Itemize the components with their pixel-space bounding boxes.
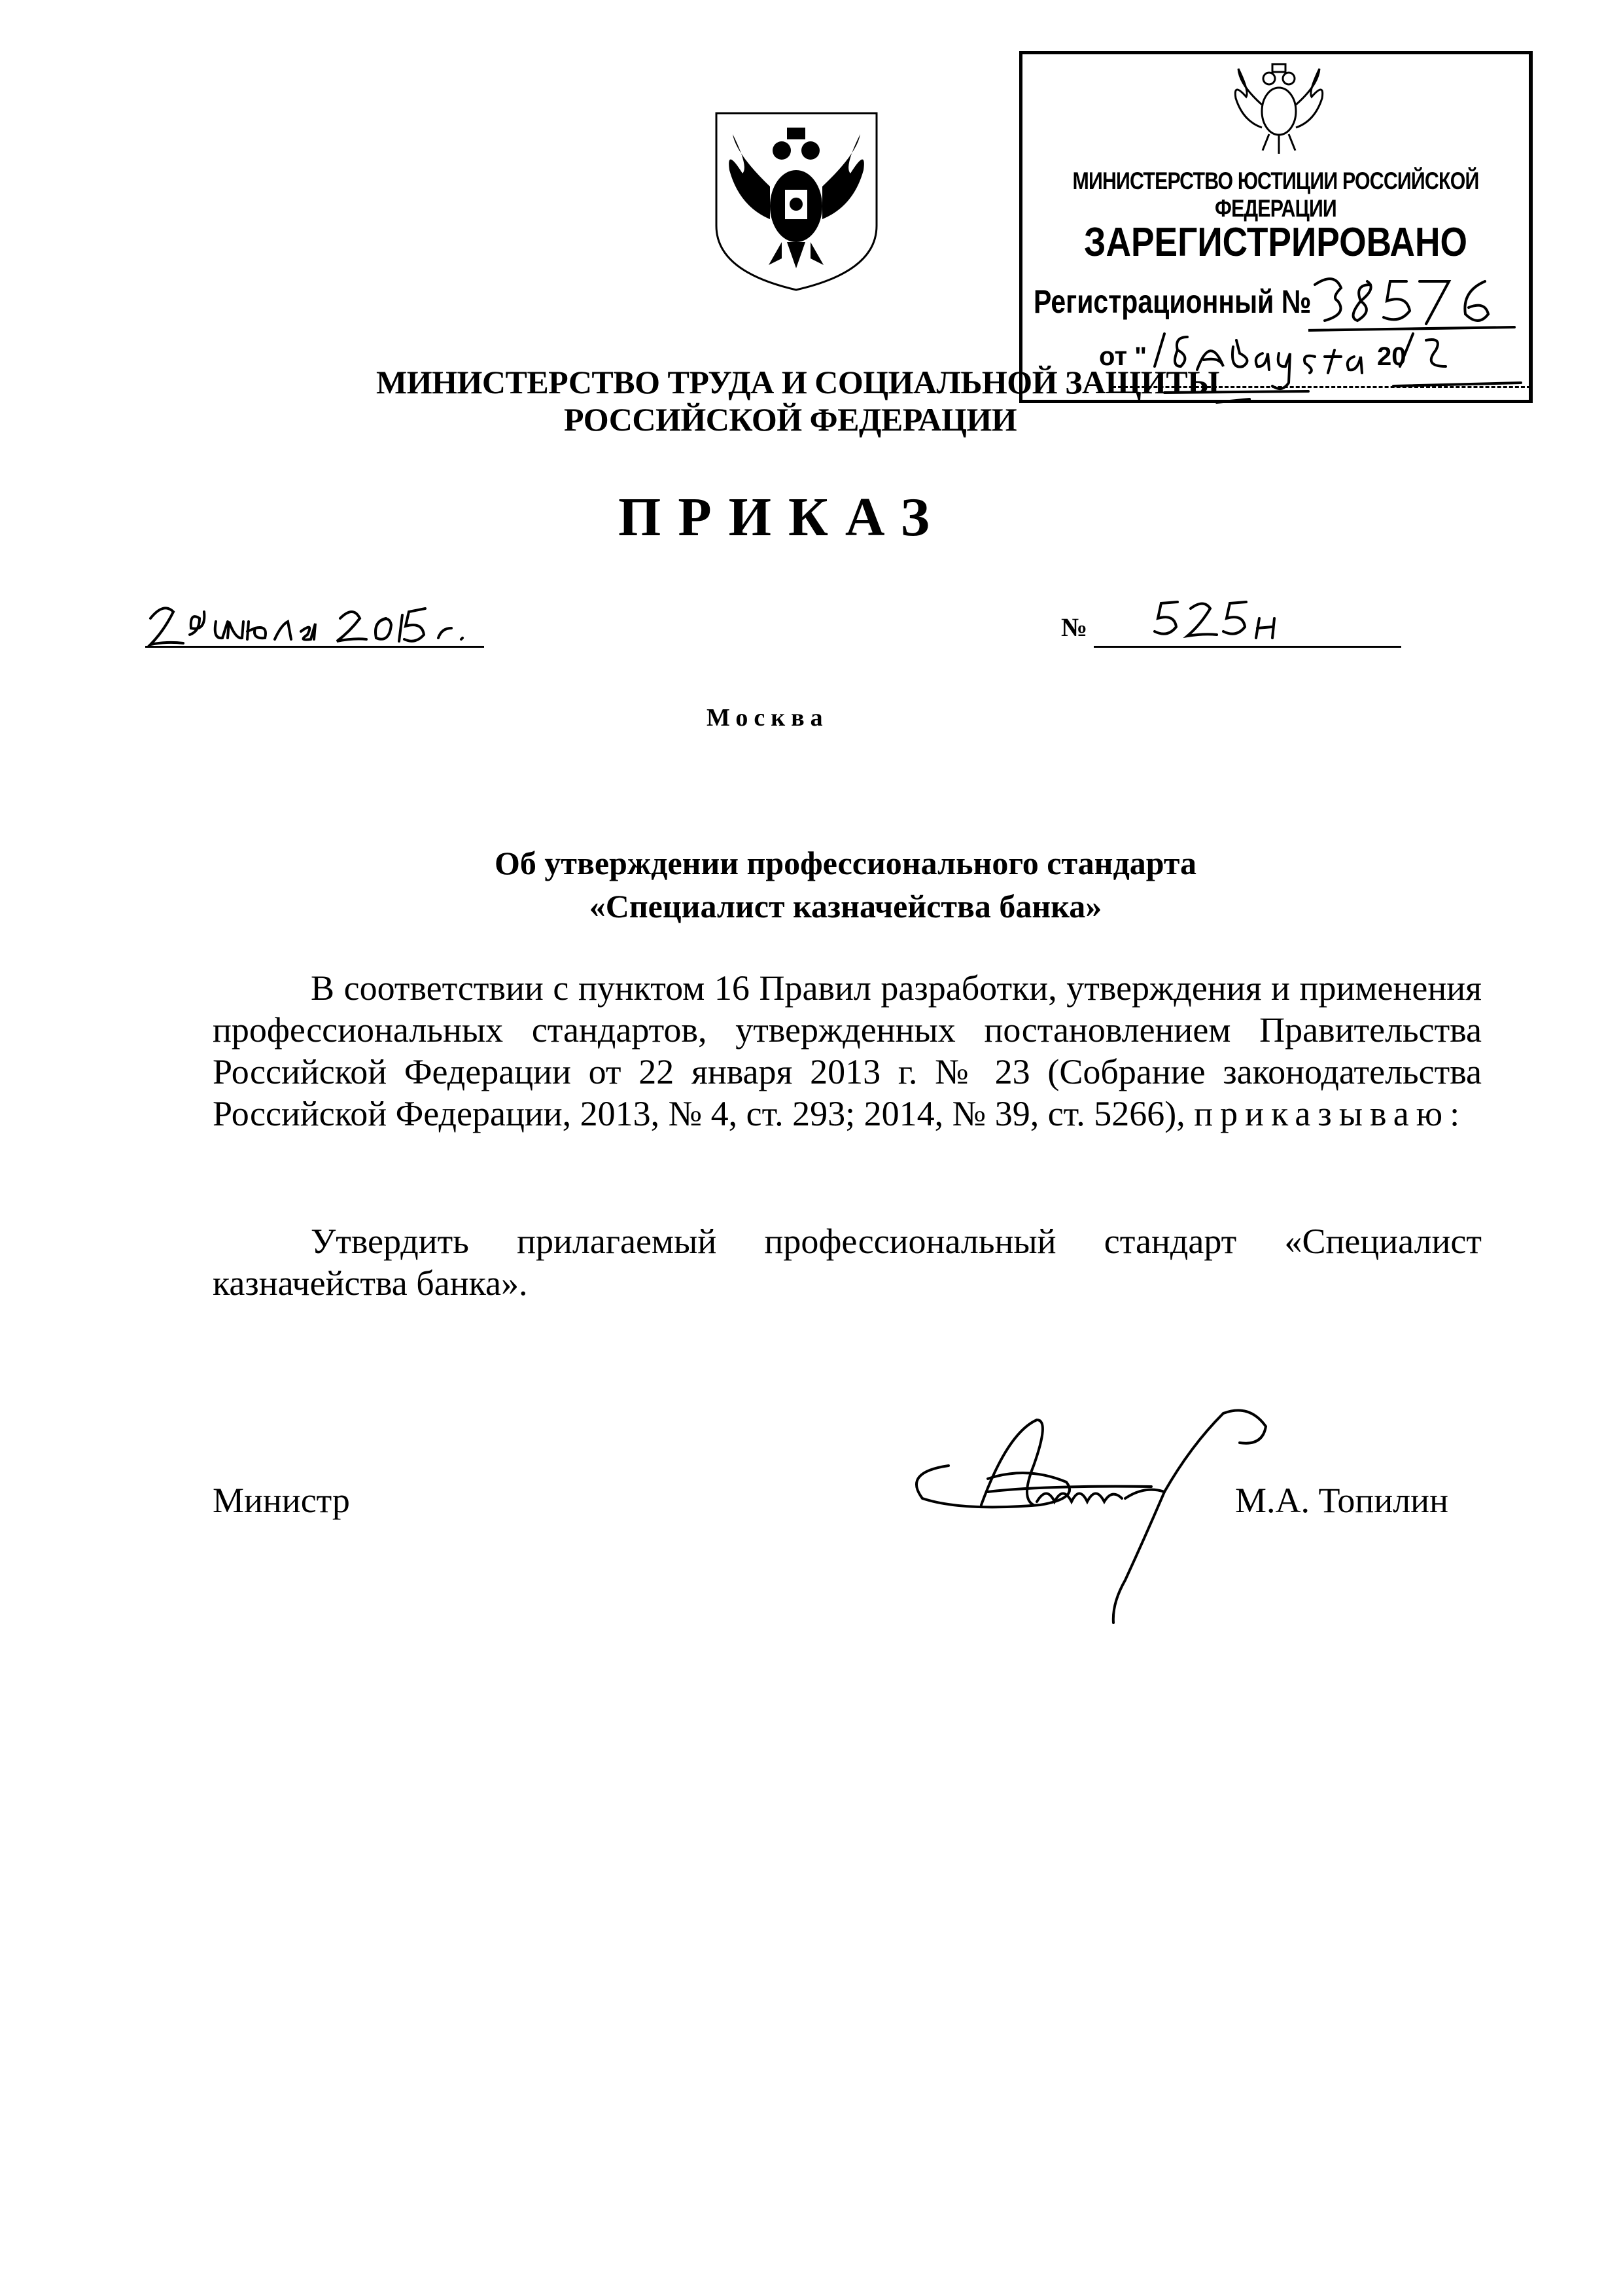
document-type-heading: ПРИКАЗ (618, 487, 947, 548)
stamp-status: ЗАРЕГИСТРИРОВАНО (1084, 220, 1467, 265)
stamp-year-prefix: 20 (1377, 342, 1406, 371)
stamp-from-label: от " (1099, 342, 1147, 371)
para1-text: В соответствии с пунктом 16 Правил разработки, утверждения и применения профессиональных стандартов, утвержденных постановлением Правительства Российской Федерации от 22 января 2013 г. № 23 (Собрание законодательства Российской Федерации, 2013, № 4, ст. 293; 2014, № 39, ст. 5266), (213, 968, 1482, 1133)
handwritten-signature (909, 1407, 1406, 1642)
order-number-handwritten (1138, 595, 1308, 648)
number-sign: № (1061, 612, 1088, 642)
stamp-reg-label: Регистрационный № (1034, 283, 1312, 320)
signatory-position: Министр (213, 1481, 350, 1520)
stamp-ministry-label: МИНИСТЕРСТВО ЮСТИЦИИ РОССИЙСКОЙ ФЕДЕРАЦИИ (1072, 168, 1479, 222)
coat-of-arms-emblem (710, 108, 883, 294)
ministry-name-line2: РОССИЙСКОЙ ФЕДЕРАЦИИ (564, 401, 1017, 438)
number-underline (1094, 645, 1401, 648)
body-paragraph-1 (213, 967, 1482, 1135)
body-paragraph-2: Утвердить прилагаемый профессиональный стандарт «Специалист казначейства банка». (213, 1222, 1482, 1303)
order-title-line2: «Специалист казначейства банка» (589, 888, 1102, 925)
para1-order-word: приказываю: (1194, 1094, 1467, 1133)
signatory-name: М.А. Топилин (1235, 1481, 1448, 1520)
city-label: Москва (707, 704, 829, 732)
date-underline (145, 645, 484, 648)
stamp-emblem-icon (1220, 59, 1338, 157)
order-title-line1: Об утверждении профессионального стандарта (494, 845, 1197, 881)
ministry-name-line1: МИНИСТЕРСТВО ТРУДА И СОЦИАЛЬНОЙ ЗАЩИТЫ (376, 364, 1219, 400)
